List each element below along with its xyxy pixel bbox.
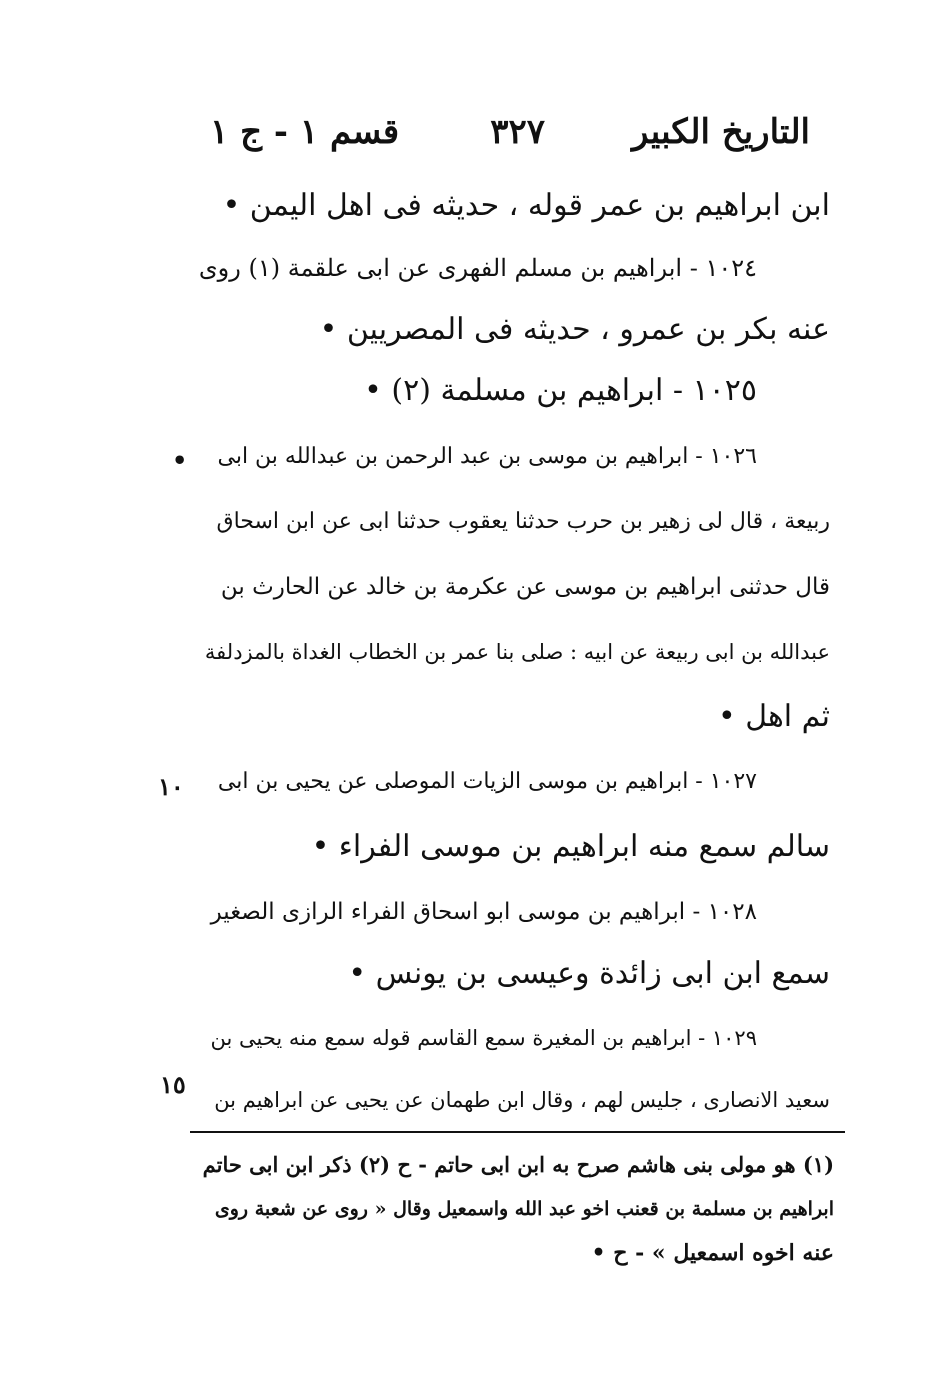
footnote-divider xyxy=(190,1131,845,1133)
margin-line-number-15: ١٥ xyxy=(160,1070,186,1099)
entry-1028: ١٠٢٨ - ابراهيم بن موسى ابو اسحاق الفراء الرازى الصغير xyxy=(210,899,757,925)
text-line: سمع ابن ابى زائدة وعيسى بن يونس • xyxy=(348,956,830,991)
page-number: ٣٢٧ xyxy=(490,112,545,152)
text-line: سعيد الانصارى ، جليس لهم ، وقال ابن طهمان عن يحيى عن ابراهيم بن xyxy=(214,1088,830,1112)
entry-1027: ١٠٢٧ - ابراهيم بن موسى الزيات الموصلى عن يحيى بن ابى xyxy=(217,769,757,794)
footnote-line: (١) هو مولى بنى هاشم صرح به ابن ابى حاتم - ح (٢) ذكر ابن ابى حاتم xyxy=(202,1152,834,1177)
footnote-line: ابراهيم بن مسلمة بن قعنب اخو عبد الله واسمعيل وقال « روى عن شعبة روى xyxy=(214,1198,834,1220)
entry-1026: ١٠٢٦ - ابراهيم بن موسى بن عبد الرحمن بن عبدالله بن ابى xyxy=(217,444,757,469)
text-line: قال حدثنى ابراهيم بن موسى عن عكرمة بن خالد عن الحارث بن xyxy=(220,574,830,600)
running-header xyxy=(210,112,810,168)
entry-1029: ١٠٢٩ - ابراهيم بن المغيرة سمع القاسم قوله سمع منه يحيى بن xyxy=(210,1026,757,1050)
text-line: سالم سمع منه ابراهيم بن موسى الفراء • xyxy=(311,829,830,864)
part-volume: قسم ١ - ج ١ xyxy=(210,112,400,152)
text-line: عنه بكر بن عمرو ، حديثه فى المصريين • xyxy=(319,312,830,347)
book-title: التاريخ الكبير xyxy=(632,112,810,152)
text-line: ثم اهل • xyxy=(718,699,830,734)
footnote-line: عنه اخوه اسمعيل » - ح • xyxy=(591,1240,834,1266)
entry-1024: ١٠٢٤ - ابراهيم بن مسلم الفهرى عن ابى علقمة (١) روى xyxy=(198,254,757,282)
text-line: عبدالله بن ابى ربيعة عن ابيه : صلى بنا عمر بن الخطاب الغداة بالمزدلفة xyxy=(204,640,830,664)
margin-dot: • xyxy=(172,446,188,475)
text-line: ربيعة ، قال لى زهير بن حرب حدثنا يعقوب حدثنا ابى عن ابن اسحاق xyxy=(216,509,830,534)
entry-1025: ١٠٢٥ - ابراهيم بن مسلمة (٢) • xyxy=(364,373,757,408)
text-line: ابن ابراهيم بن عمر قوله ، حديثه فى اهل اليمن • xyxy=(222,188,830,223)
margin-line-number-10: ١٠ xyxy=(158,772,184,801)
